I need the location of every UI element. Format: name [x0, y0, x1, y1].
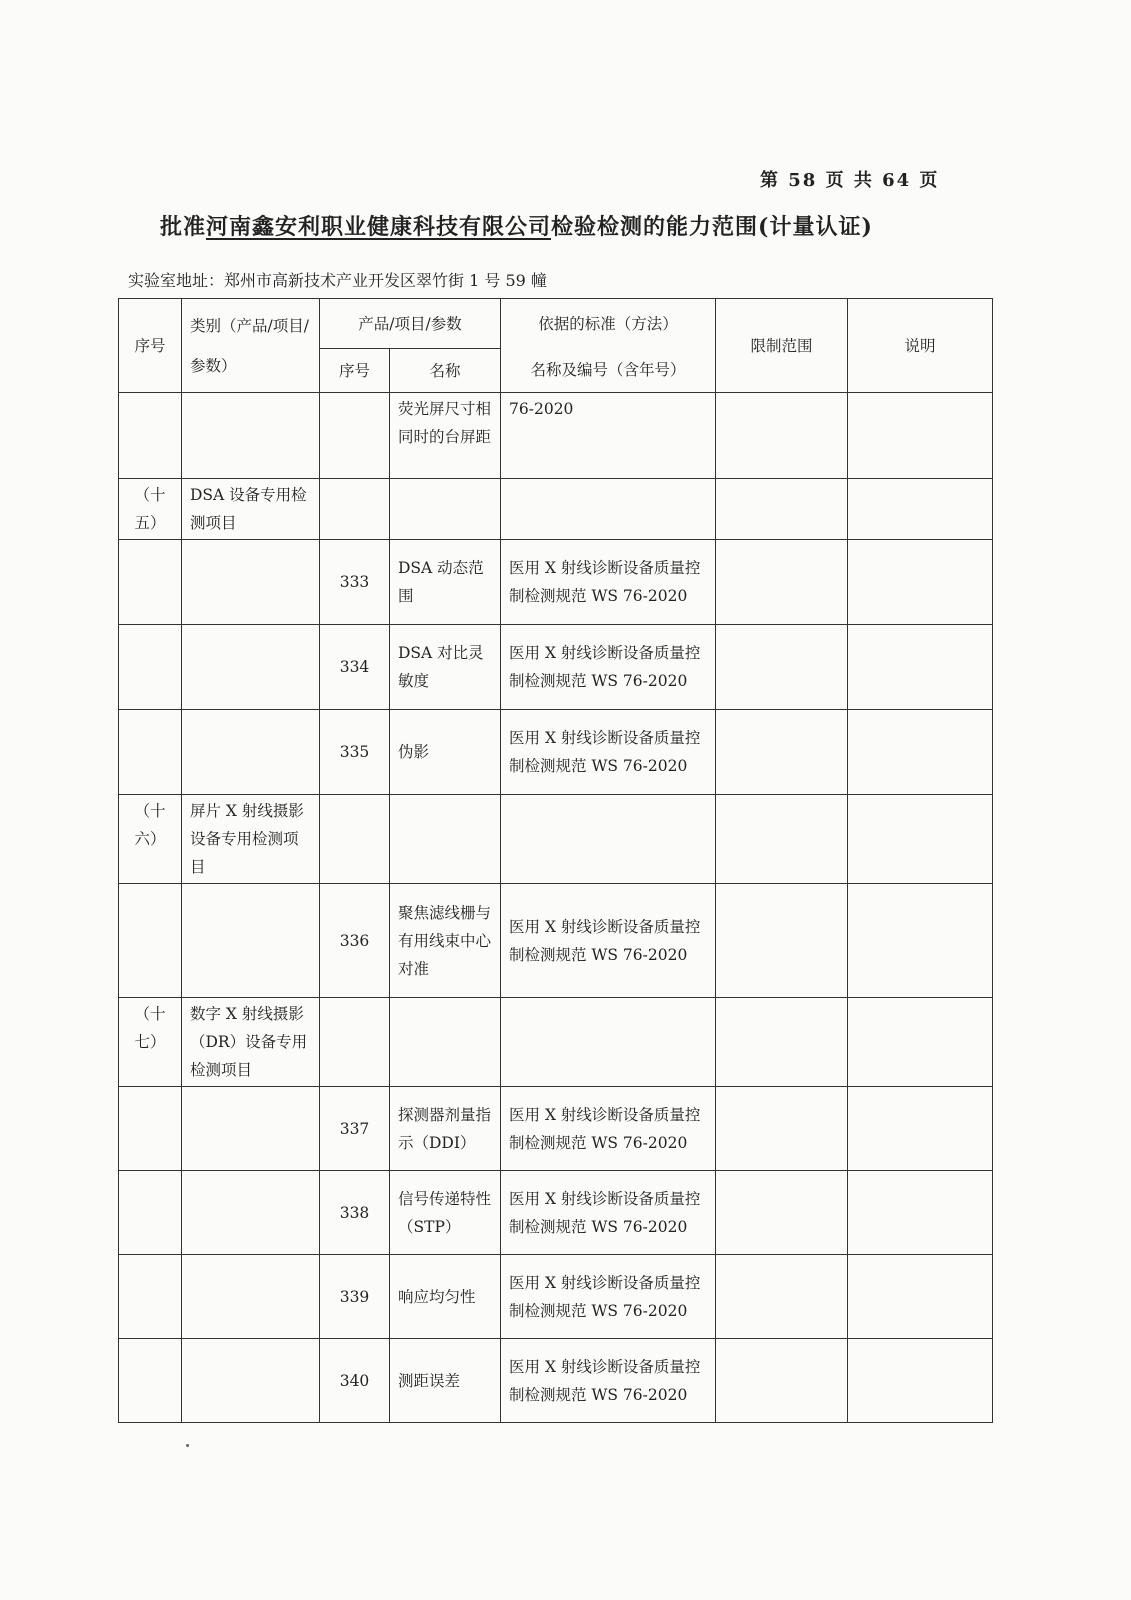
row-category	[182, 884, 320, 998]
row-category	[182, 540, 320, 625]
row-note	[848, 1255, 993, 1339]
title-prefix: 批准	[160, 214, 207, 240]
table-row	[119, 884, 993, 998]
lab-address: 实验室地址：郑州市高新技术产业开发区翠竹街 1 号 59 幢	[128, 271, 547, 290]
row-note	[848, 540, 993, 625]
row-item-no: 337	[320, 1087, 390, 1171]
row-item-no	[320, 795, 390, 884]
row-item-no: 338	[320, 1171, 390, 1255]
row-limit	[716, 479, 848, 540]
row-note	[848, 1171, 993, 1255]
row-seq: （十五）	[119, 479, 182, 540]
table-row	[119, 998, 993, 1087]
row-note	[848, 710, 993, 795]
row-item-name: 伪影	[390, 710, 501, 795]
row-item-no	[320, 479, 390, 540]
row-note	[848, 1087, 993, 1171]
row-item-name	[390, 795, 501, 884]
row-item-no: 333	[320, 540, 390, 625]
row-item-name	[390, 479, 501, 540]
row-seq	[119, 540, 182, 625]
row-standard: 医用 X 射线诊断设备质量控制检测规范 WS 76-2020	[501, 1171, 716, 1255]
row-note	[848, 795, 993, 884]
page-title	[160, 210, 960, 241]
row-limit	[716, 393, 848, 479]
header-seq: 序号	[119, 299, 182, 393]
row-category	[182, 1087, 320, 1171]
row-item-no: 335	[320, 710, 390, 795]
header-product-group: 产品/项目/参数	[320, 299, 501, 349]
row-standard: 医用 X 射线诊断设备质量控制检测规范 WS 76-2020	[501, 1255, 716, 1339]
row-limit	[716, 1339, 848, 1423]
row-limit	[716, 1087, 848, 1171]
row-item-no: 336	[320, 884, 390, 998]
row-limit	[716, 540, 848, 625]
row-item-name: DSA 动态范围	[390, 540, 501, 625]
row-item-name: 荧光屏尺寸相同时的台屏距	[390, 393, 501, 479]
table-row	[119, 479, 993, 540]
row-category	[182, 710, 320, 795]
row-standard: 医用 X 射线诊断设备质量控制检测规范 WS 76-2020	[501, 884, 716, 998]
title-company: 河南鑫安利职业健康科技有限公司	[206, 214, 552, 240]
row-category	[182, 625, 320, 710]
scan-speck	[186, 1444, 189, 1447]
row-note	[848, 625, 993, 710]
row-item-name: DSA 对比灵敏度	[390, 625, 501, 710]
row-note	[848, 998, 993, 1087]
row-standard: 76-2020	[501, 393, 716, 479]
row-seq	[119, 884, 182, 998]
row-seq	[119, 710, 182, 795]
row-standard	[501, 795, 716, 884]
header-limit: 限制范围	[716, 299, 848, 393]
row-category	[182, 1255, 320, 1339]
row-limit	[716, 998, 848, 1087]
row-standard	[501, 479, 716, 540]
table-row	[119, 1255, 993, 1339]
table-row	[119, 1339, 993, 1423]
capability-table	[118, 298, 993, 1423]
table-row	[119, 1087, 993, 1171]
row-note	[848, 884, 993, 998]
row-item-no: 340	[320, 1339, 390, 1423]
row-seq	[119, 1255, 182, 1339]
row-item-no: 339	[320, 1255, 390, 1339]
row-category	[182, 393, 320, 479]
row-limit	[716, 710, 848, 795]
row-item-name: 响应均匀性	[390, 1255, 501, 1339]
row-item-no	[320, 393, 390, 479]
row-standard: 医用 X 射线诊断设备质量控制检测规范 WS 76-2020	[501, 540, 716, 625]
table-row	[119, 393, 993, 479]
row-limit	[716, 795, 848, 884]
row-note	[848, 1339, 993, 1423]
table-row	[119, 625, 993, 710]
row-seq: （十六）	[119, 795, 182, 884]
row-limit	[716, 1255, 848, 1339]
header-note: 说明	[848, 299, 993, 393]
row-item-name: 信号传递特性（STP）	[390, 1171, 501, 1255]
row-standard: 医用 X 射线诊断设备质量控制检测规范 WS 76-2020	[501, 625, 716, 710]
row-seq	[119, 393, 182, 479]
row-category: 数字 X 射线摄影（DR）设备专用检测项目	[182, 998, 320, 1087]
row-item-no	[320, 998, 390, 1087]
row-standard	[501, 998, 716, 1087]
row-item-name: 测距误差	[390, 1339, 501, 1423]
row-standard: 医用 X 射线诊断设备质量控制检测规范 WS 76-2020	[501, 1339, 716, 1423]
row-category: DSA 设备专用检测项目	[182, 479, 320, 540]
row-standard: 医用 X 射线诊断设备质量控制检测规范 WS 76-2020	[501, 1087, 716, 1171]
header-product-seq: 序号	[320, 349, 390, 393]
table-row	[119, 1171, 993, 1255]
page-number: 第 58 页 共 64 页	[760, 170, 940, 191]
row-seq	[119, 1171, 182, 1255]
header-category: 类别（产品/项目/参数）	[182, 299, 320, 393]
table-header	[119, 299, 993, 393]
row-note	[848, 393, 993, 479]
row-limit	[716, 884, 848, 998]
row-limit	[716, 625, 848, 710]
header-product-name: 名称	[390, 349, 501, 393]
row-category: 屏片 X 射线摄影设备专用检测项目	[182, 795, 320, 884]
table-row	[119, 710, 993, 795]
row-seq	[119, 1087, 182, 1171]
row-limit	[716, 1171, 848, 1255]
header-standard-top: 依据的标准（方法）	[501, 299, 716, 349]
row-note	[848, 479, 993, 540]
table-row	[119, 540, 993, 625]
title-suffix: 检验检测的能力范围(计量认证)	[551, 214, 873, 240]
row-standard: 医用 X 射线诊断设备质量控制检测规范 WS 76-2020	[501, 710, 716, 795]
row-item-name: 探测器剂量指示（DDI）	[390, 1087, 501, 1171]
row-seq: （十七）	[119, 998, 182, 1087]
table-row	[119, 795, 993, 884]
row-seq	[119, 1339, 182, 1423]
row-seq	[119, 625, 182, 710]
row-item-name	[390, 998, 501, 1087]
header-standard-bottom: 名称及编号（含年号）	[501, 349, 716, 393]
row-category	[182, 1171, 320, 1255]
table-body	[119, 393, 993, 1423]
row-category	[182, 1339, 320, 1423]
row-item-name: 聚焦滤线栅与有用线束中心对准	[390, 884, 501, 998]
row-item-no: 334	[320, 625, 390, 710]
